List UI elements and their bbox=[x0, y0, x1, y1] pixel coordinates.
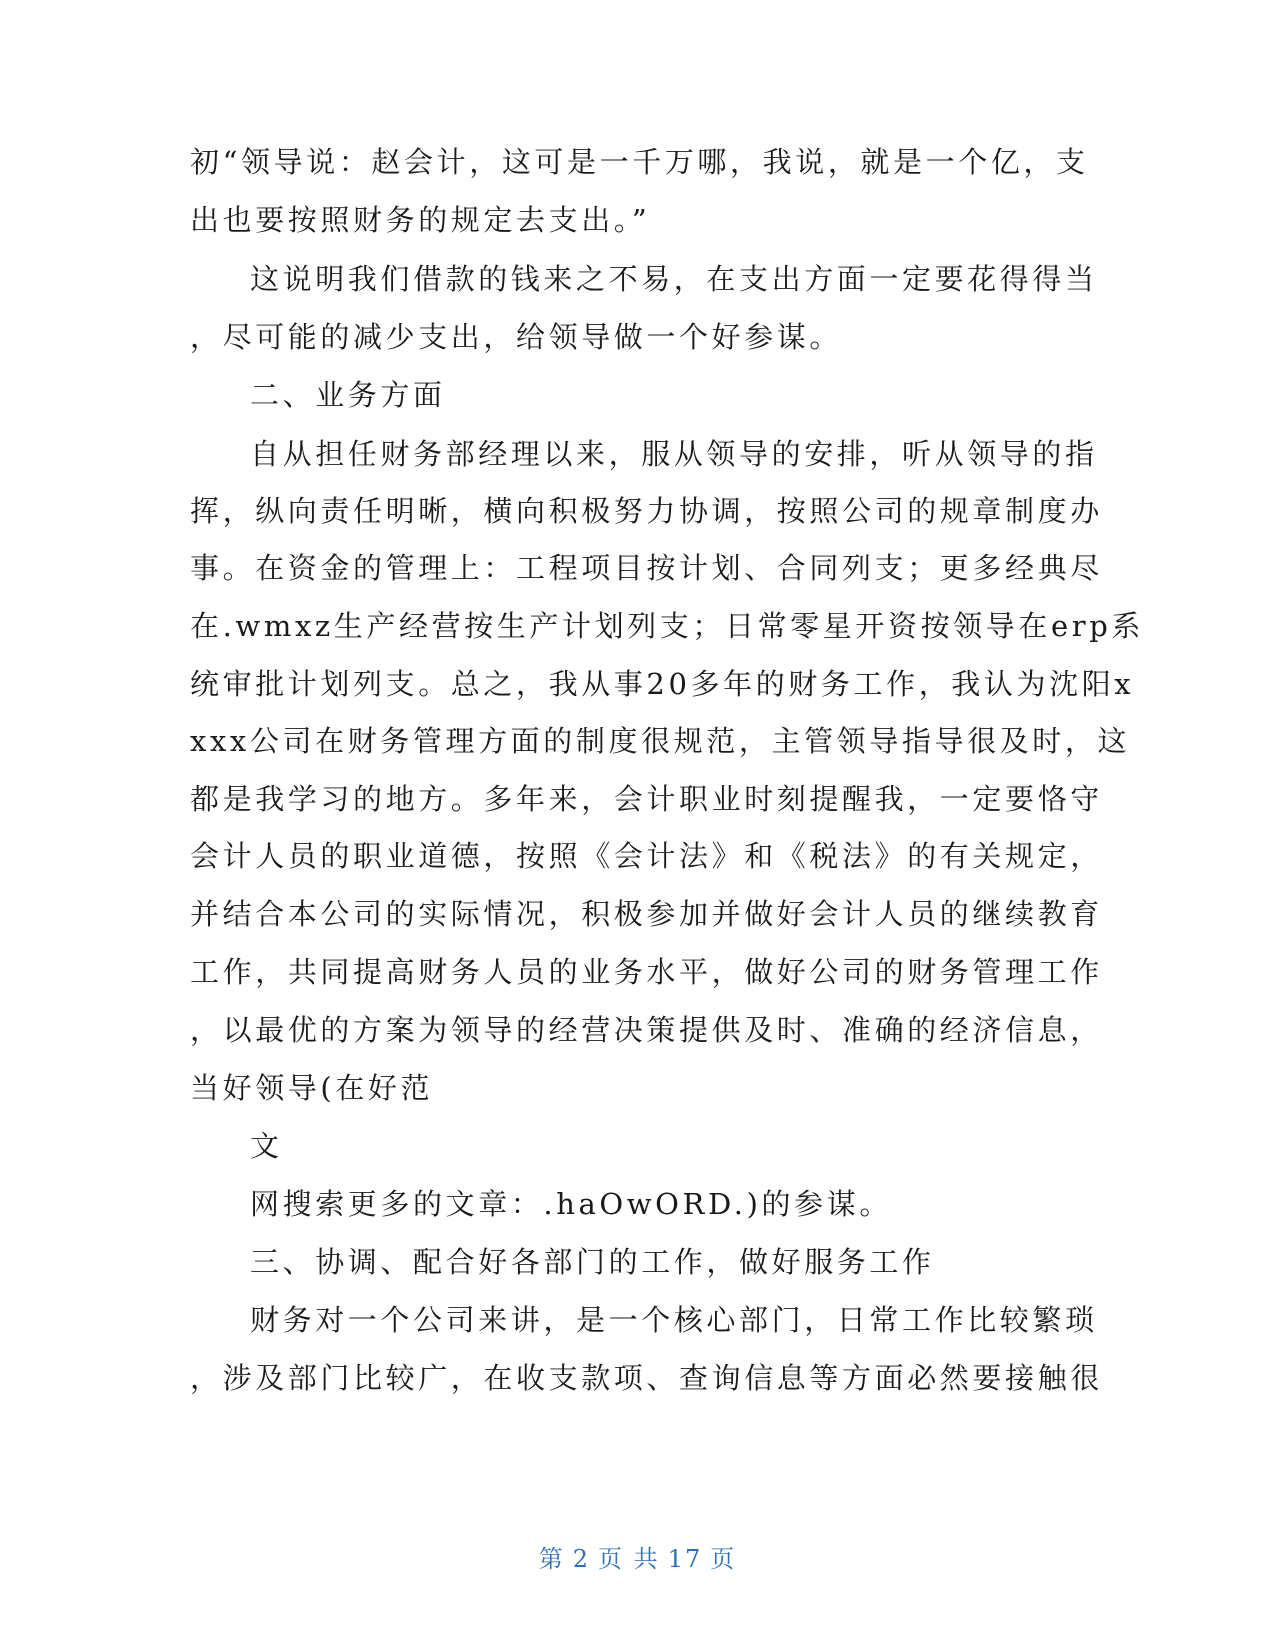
text-line: 当好领导(在好范 bbox=[190, 1071, 434, 1105]
page-footer bbox=[0, 1539, 1275, 1574]
text-line: 这说明我们借款的钱来之不易，在支出方面一定要花得得当 bbox=[250, 262, 1098, 296]
text-line: 会计人员的职业道德，按照《会计法》和《税法》的有关规定， bbox=[190, 839, 1103, 873]
text-line: 事。在资金的管理上：工程项目按计划、合同列支；更多经典尽 bbox=[190, 551, 1103, 585]
section-heading: 二、业务方面 bbox=[250, 378, 446, 412]
text-line: 财务对一个公司来讲，是一个核心部门，日常工作比较繁琐 bbox=[250, 1303, 1098, 1337]
text-line: ，尽可能的减少支出，给领导做一个好参谋。 bbox=[190, 320, 843, 354]
section-heading: 三、协调、配合好各部门的工作，做好服务工作 bbox=[250, 1245, 935, 1279]
text-line: 网搜索更多的文章：.haOwORD.)的参谋。 bbox=[250, 1187, 892, 1221]
text-line: ，以最优的方案为领导的经营决策提供及时、准确的经济信息， bbox=[190, 1013, 1103, 1047]
text-line: ，涉及部门比较广，在收支款项、查询信息等方面必然要接触很 bbox=[190, 1361, 1103, 1395]
footer-suffix: 页 bbox=[710, 1545, 737, 1573]
text-line: 在.wmxz生产经营按生产计划列支；日常零星开资按领导在erp系 bbox=[190, 609, 1144, 643]
text-line: xxx公司在财务管理方面的制度很规范，主管领导指导很及时，这 bbox=[190, 724, 1131, 758]
text-line: 自从担任财务部经理以来，服从领导的安排，听从领导的指 bbox=[250, 437, 1098, 471]
text-line: 都是我学习的地方。多年来，会计职业时刻提醒我，一定要恪守 bbox=[190, 782, 1103, 816]
text-line: 统审批计划列支。总之，我从事20多年的财务工作，我认为沈阳x bbox=[190, 667, 1135, 701]
footer-prefix: 第 bbox=[538, 1545, 565, 1573]
text-line: 文 bbox=[250, 1129, 283, 1163]
text-line: 工作，共同提高财务人员的业务水平，做好公司的财务管理工作 bbox=[190, 955, 1103, 989]
text-line: 挥，纵向责任明晰，横向积极努力协调，按照公司的规章制度办 bbox=[190, 494, 1103, 528]
current-page-number: 2 bbox=[572, 1545, 591, 1573]
text-line: 初“领导说：赵会计，这可是一千万哪，我说，就是一个亿，支 bbox=[190, 145, 1089, 179]
footer-middle: 页 共 bbox=[598, 1545, 660, 1573]
total-pages-number: 17 bbox=[667, 1545, 703, 1573]
text-line: 并结合本公司的实际情况，积极参加并做好会计人员的继续教育 bbox=[190, 897, 1103, 931]
text-line: 出也要按照财务的规定去支出。” bbox=[190, 203, 651, 237]
